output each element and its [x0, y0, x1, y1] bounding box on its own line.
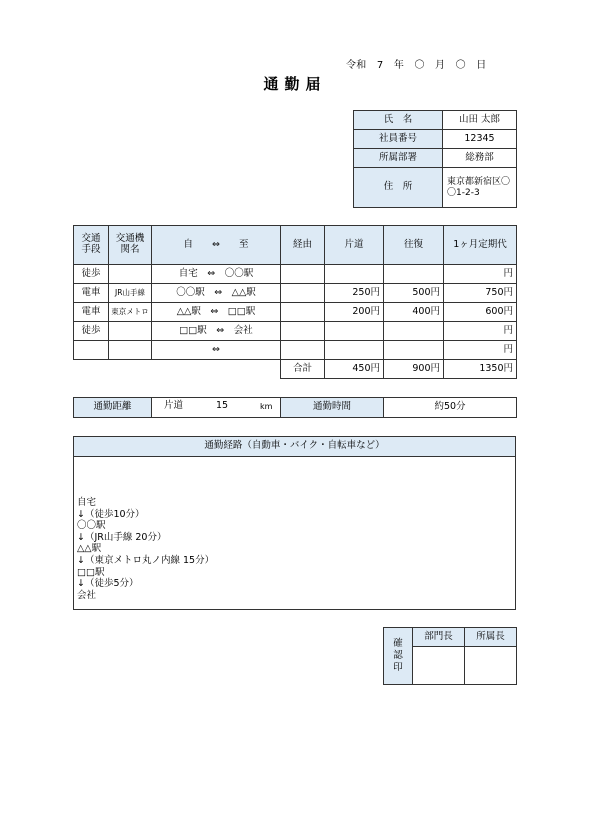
approval-stamp-table — [383, 627, 517, 685]
route-line: △△駅 — [77, 543, 102, 555]
total-round: 900円 — [384, 360, 444, 379]
route-line: ↓（徒歩10分） — [77, 508, 145, 520]
header-pass: 1ヶ月定期代 — [444, 226, 517, 265]
table-row — [74, 303, 517, 322]
cell-from-to[interactable]: 自宅 ⇔ 〇〇駅 — [152, 265, 281, 284]
employee-number-label: 社員番号 — [354, 130, 443, 149]
route-line: 〇〇駅 — [77, 520, 106, 532]
route-line: □□駅 — [77, 566, 105, 578]
time-label: 通勤時間 — [281, 398, 384, 418]
stamp-col-section-head: 所属長 — [465, 628, 517, 647]
cell-pass[interactable]: 750円 — [444, 284, 517, 303]
cell-org[interactable] — [109, 265, 152, 284]
route-line: ↓（徒歩5分） — [77, 578, 139, 590]
transport-table — [73, 225, 517, 379]
cell-pass[interactable]: 円 — [444, 322, 517, 341]
total-pass: 1350円 — [444, 360, 517, 379]
address-label: 住 所 — [354, 168, 443, 208]
table-row — [74, 322, 517, 341]
cell-round[interactable] — [384, 341, 444, 360]
distance-cell[interactable] — [152, 398, 281, 418]
cell-via[interactable] — [281, 303, 325, 322]
route-description[interactable] — [74, 457, 516, 610]
route-line: ↓（JR山手線 20分） — [77, 531, 167, 543]
distance-label: 通勤距離 — [74, 398, 152, 418]
commute-route-table — [73, 436, 516, 610]
submission-date: 令和 7 年 〇 月 〇 日 — [346, 60, 487, 71]
table-row — [74, 341, 517, 360]
distance-unit: km — [260, 402, 273, 411]
address-value[interactable]: 東京都新宿区〇〇1-2-3 — [443, 168, 517, 208]
route-line: ↓（東京メトロ丸ノ内線 15分） — [77, 554, 215, 566]
cell-pass[interactable]: 円 — [444, 341, 517, 360]
stamp-box-department-head[interactable] — [413, 647, 465, 685]
cell-oneway[interactable] — [325, 322, 384, 341]
cell-oneway[interactable]: 250円 — [325, 284, 384, 303]
stamp-box-section-head[interactable] — [465, 647, 517, 685]
cell-oneway[interactable] — [325, 265, 384, 284]
cell-pass[interactable]: 600円 — [444, 303, 517, 322]
department-value[interactable]: 総務部 — [443, 149, 517, 168]
route-line: 自宅 — [77, 497, 97, 508]
distance-value: 15 — [216, 400, 229, 411]
cell-round[interactable] — [384, 322, 444, 341]
total-oneway: 450円 — [325, 360, 384, 379]
stamp-col-department-head: 部門長 — [413, 628, 465, 647]
name-label: 氏 名 — [354, 111, 443, 130]
total-label: 合計 — [281, 360, 325, 379]
header-via: 経由 — [281, 226, 325, 265]
header-org: 交通機 関名 — [109, 226, 152, 265]
commute-distance-table — [73, 397, 517, 418]
route-heading: 通勤経路（自動車・バイク・自転車など） — [74, 437, 516, 457]
name-value[interactable]: 山田 太郎 — [443, 111, 517, 130]
table-row — [74, 284, 517, 303]
header-round: 往復 — [384, 226, 444, 265]
cell-oneway[interactable] — [325, 341, 384, 360]
employee-number-value[interactable]: 12345 — [443, 130, 517, 149]
cell-means[interactable]: 電車 — [74, 284, 109, 303]
header-oneway: 片道 — [325, 226, 384, 265]
cell-round[interactable]: 400円 — [384, 303, 444, 322]
cell-oneway[interactable]: 200円 — [325, 303, 384, 322]
document-title: 通勤届 — [263, 75, 327, 93]
department-label: 所属部署 — [354, 149, 443, 168]
cell-from-to[interactable]: □□駅 ⇔ 会社 — [152, 322, 281, 341]
total-spacer — [74, 360, 281, 379]
time-value[interactable]: 約50分 — [384, 398, 517, 418]
cell-means[interactable]: 徒歩 — [74, 265, 109, 284]
cell-org[interactable]: JR山手線 — [109, 284, 152, 303]
personal-info-table — [353, 110, 517, 208]
cell-org[interactable] — [109, 322, 152, 341]
stamp-label: 確認印 — [393, 638, 403, 673]
cell-round[interactable] — [384, 265, 444, 284]
cell-from-to[interactable]: △△駅 ⇔ □□駅 — [152, 303, 281, 322]
header-from-to: 自 ⇔ 至 — [152, 226, 281, 265]
cell-means[interactable]: 電車 — [74, 303, 109, 322]
cell-from-to[interactable]: ⇔ — [152, 341, 281, 360]
cell-means[interactable]: 徒歩 — [74, 322, 109, 341]
cell-from-to[interactable]: 〇〇駅 ⇔ △△駅 — [152, 284, 281, 303]
cell-pass[interactable]: 円 — [444, 265, 517, 284]
stamp-label-cell — [384, 628, 413, 685]
header-means: 交通 手段 — [74, 226, 109, 265]
cell-via[interactable] — [281, 265, 325, 284]
cell-round[interactable]: 500円 — [384, 284, 444, 303]
cell-via[interactable] — [281, 322, 325, 341]
cell-via[interactable] — [281, 284, 325, 303]
cell-org[interactable] — [109, 341, 152, 360]
total-row — [74, 360, 517, 379]
cell-means[interactable] — [74, 341, 109, 360]
route-line: 会社 — [77, 589, 97, 601]
table-row — [74, 265, 517, 284]
cell-org[interactable]: 東京メトロ — [109, 303, 152, 322]
cell-via[interactable] — [281, 341, 325, 360]
distance-prefix: 片道 — [164, 400, 184, 411]
